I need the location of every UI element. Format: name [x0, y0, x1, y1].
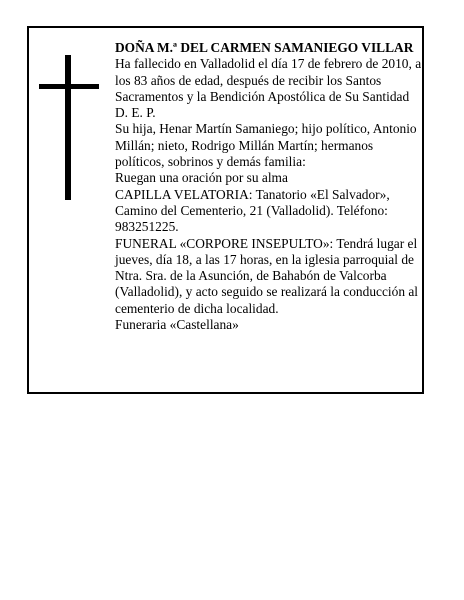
funeral-info: FUNERAL «CORPORE INSEPULTO»: Tendrá lugar el jueves, día 18, a las 17 horas, en la iglesia parroquial de Ntra. Sra. de la Asunción, de Bahabón de Valcorba (Valladolid), y acto seguido se realizará la conducción al cementerio de dicha localidad. [115, 235, 419, 316]
prayer-request: Ruegan una oración por su alma [115, 170, 288, 186]
cross-horizontal-bar [39, 84, 99, 89]
wake-chapel-info: CAPILLA VELATORIA: Tanatorio «El Salvador», Camino del Cementerio, 21 (Valladolid). Teléfono: 983251225. [115, 186, 390, 235]
notice-text [115, 40, 423, 333]
family-list: Su hija, Henar Martín Samaniego; hijo político, Antonio Millán; nieto, Rodrigo Millán Martín; hermanos políticos, sobrinos y demás familia: [115, 121, 417, 170]
deceased-name: DOÑA M.ª DEL CARMEN SAMANIEGO VILLAR [115, 40, 414, 55]
dep-line: D. E. P. [115, 105, 156, 121]
obituary-notice [27, 26, 424, 394]
funeral-home: Funeraria «Castellana» [115, 317, 239, 333]
death-announcement: Ha fallecido en Valladolid el día 17 de febrero de 2010, a los 83 años de edad, después de recibir los Santos Sacramentos y la Bendición Apostólica de Su Santidad [115, 56, 422, 104]
cross-vertical-bar [65, 55, 71, 200]
cross-icon [39, 55, 99, 200]
